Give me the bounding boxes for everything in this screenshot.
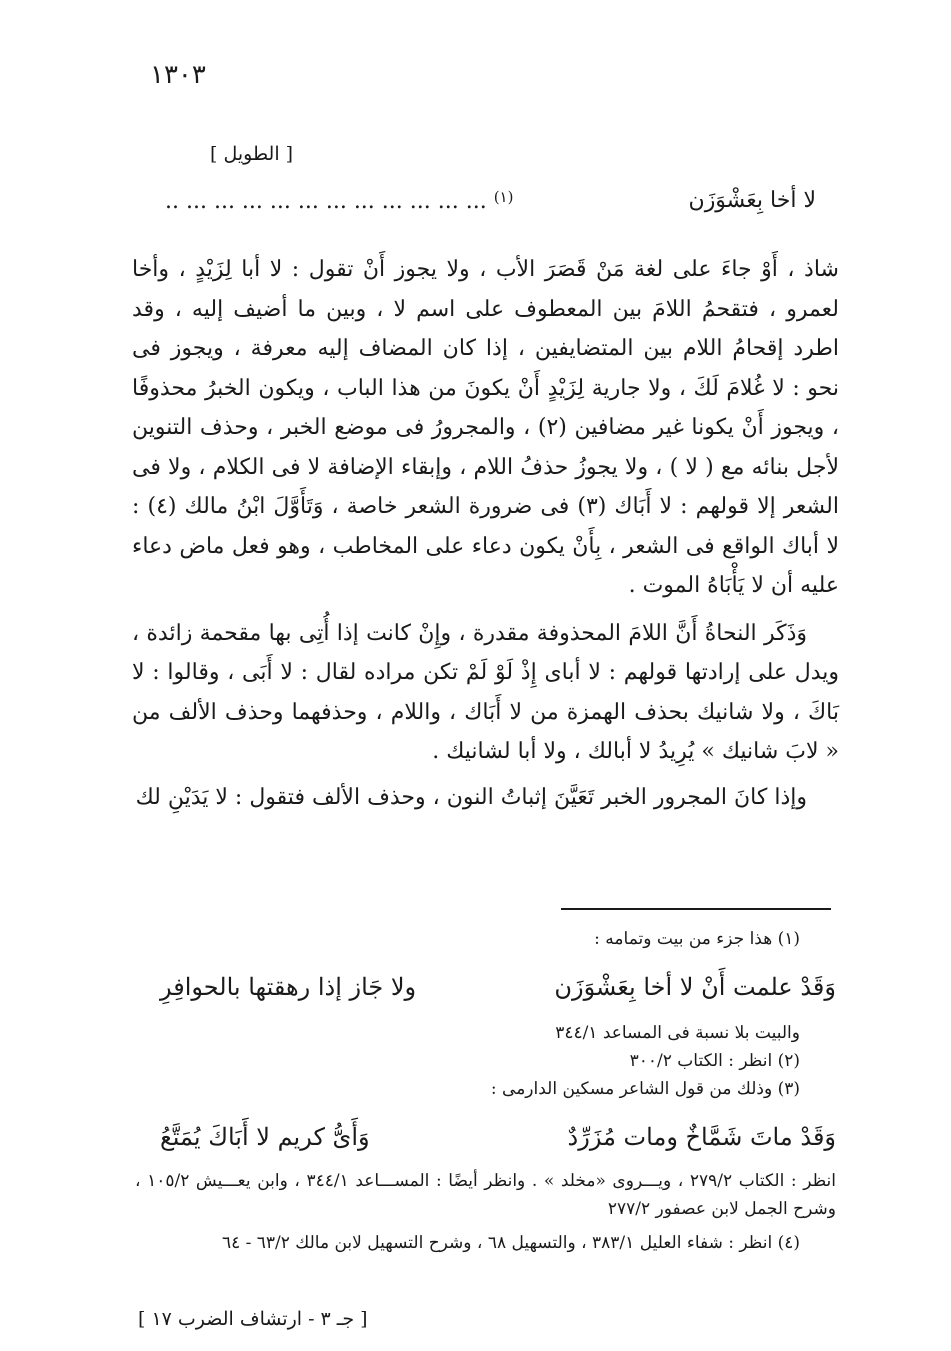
paragraph-3: وإذا كانَ المجرور الخبر تَعَيَّنَ إثباتُ النون ، وحذف الألف فتقول : لا يَدَيْنِ لك (135, 784, 807, 810)
footnote-1-poem (135, 967, 836, 1011)
footnote-4: (٤) انظر : شفاء العليل ٣٨٣/١ ، والتسهيل ٦٨ ، وشرح التسهيل لابن مالك ٦٣/٢ - ٦٤ (221, 1233, 800, 1253)
footnote-1-poem-second-half: ولا جَاز إذا رهقتها بالحوافِرِ (160, 973, 417, 1001)
footnote-3-poem (135, 1117, 836, 1161)
page-footer-signature: [ جـ ٣ - ارتشاف الضرب ١٧ ] (138, 1308, 368, 1330)
paragraph-2: وَذَكَر النحاةُ أَنَّ اللامَ المحذوفة مقدرة ، وإِنْ كانت إذا أُتِى بها مقحمة زائدة ، ويدل على إرادتها قولهم : لا أباى إِذْ لَوْ لَمْ تكن مراده لقال : لا أَبَى ، وقالوا : لا بَاكَ ، ولا شانيك بحذف الهمزة من لا أَبَاك ، واللام ، وحذفهما وحذف الألف من « لابَ شانيك » يُرِيدُ لا أبالك ، ولا أبا لشانيك . (132, 620, 839, 764)
footnote-3-intro: (٣) وذلك من قول الشاعر مسكين الدارمى : (490, 1079, 800, 1099)
footnote-1-intro: (١) هذا جزء من بيت وتمامه : (594, 929, 800, 949)
page-number: ١٣٠٣ (150, 60, 206, 90)
footnote-1-poem-first-half: وَقَدْ علمت أَنْ لا أخا بِعَشْوَزَن (554, 973, 836, 1001)
footnote-1-source: والبيت بلا نسبة فى المساعد ٣٤٤/١ (555, 1023, 800, 1043)
poetic-meter-label: [ الطويل ] (210, 143, 294, 165)
verse-ellipsis (165, 188, 513, 214)
paragraph-1: شاذ ، أَوْ جاءَ على لغة مَنْ قَصَرَ الأب ، ولا يجوز أَنْ تقول : لا أبا لِزَيْدٍ ، وأخا لعمرو ، فتقحمُ اللامَ بين المعطوف على اسم لا ، وبين ما أضيف إليه ، وقد اطرد إقحامُ اللام بين المتضايفين ، إذا كان المضاف إليه معرفة ، ويجوز فى نحو : لا غُلامَ لَكَ ، ولا جارية لِزَيْدٍ أَنْ يكونَ من هذا الباب ، ويكون الخبرُ محذوفًا ، ويجوز أَنْ يكونا غير مضافين (٢) ، والمجرورُ فى موضع الخبر ، وحذف التنوين لأجل بنائه مع ( لا ) ، ولا يجوزُ حذفُ اللام ، وإبقاء الإضافة لا فى الكلام ، ولا فى الشعر إلا قولهم : لا أَبَاك (٣) فى ضرورة الشعر خاصة ، وَتَأَوَّلَ ابْنُ مالك (٤) : لا أباك الواقع فى الشعر ، بِأَنْ يكون دعاء على المخاطب ، وهو فعل ماض دعاء عليه أن لا يَأْبَاهُ الموت . (132, 257, 839, 598)
verse-first-half: لا أخا بِعَشْوَزَن (688, 188, 816, 213)
footnote-2: (٢) انظر : الكتاب ٣٠٠/٢ (629, 1051, 800, 1071)
verse-ellipsis-dots: .. ... ... ... ... ... ... ... ... ... ... ... (165, 189, 487, 214)
main-text (132, 250, 839, 817)
footnote-3-poem-second-half: وَأَىُّ كريم لا أَبَاكَ يُمَتَّعُ (160, 1123, 370, 1151)
footnotes (135, 925, 836, 1257)
footnote-ref-1: (١) (493, 188, 514, 206)
footnote-3-poem-first-half: وَقَدْ ماتَ شَمَّاخٌ ومات مُزَرِّدٌ (567, 1123, 836, 1151)
footnote-3-source: انظر : الكتاب ٢٧٩/٢ ، ويـــروى «مخلد » . وانظر أيضًا : المســـاعد ٣٤٤/١ ، وابن يعـــيش ١٠٥/٢ ، وشرح الجمل لابن عصفور ٢٧٧/٢ (135, 1171, 837, 1219)
footnote-separator (561, 908, 831, 910)
verse-line (165, 188, 816, 224)
